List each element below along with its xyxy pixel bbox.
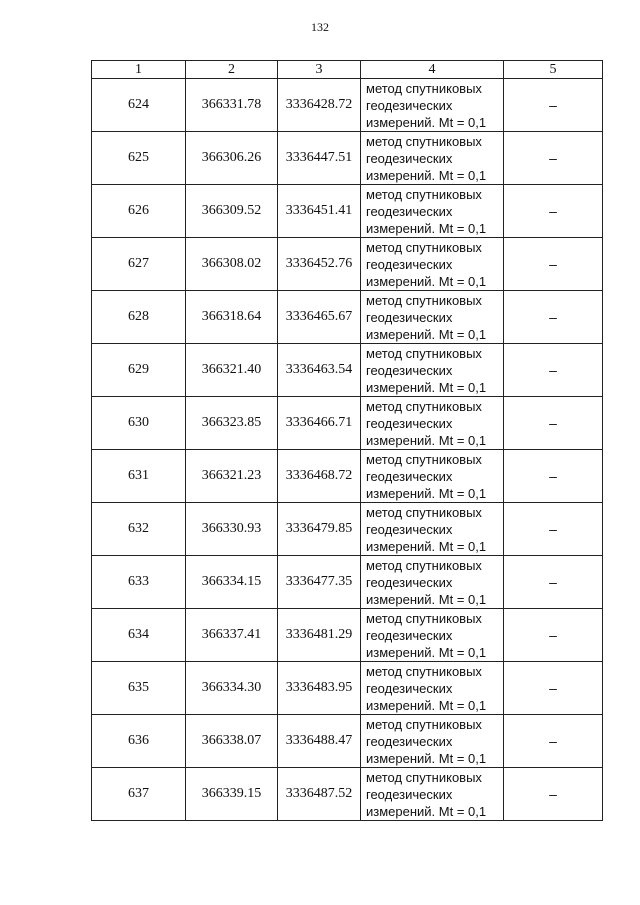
note-cell: – — [504, 715, 603, 768]
x-coordinate-cell: 366321.40 — [186, 344, 278, 397]
method-cell — [361, 291, 504, 344]
note-cell: – — [504, 79, 603, 132]
note-cell: – — [504, 609, 603, 662]
note-cell: – — [504, 662, 603, 715]
point-number-cell: 631 — [92, 450, 186, 503]
note-cell: – — [504, 556, 603, 609]
coordinates-table — [91, 60, 603, 821]
header-col-2: 2 — [186, 61, 278, 79]
header-col-4: 4 — [361, 61, 504, 79]
point-number-cell: 629 — [92, 344, 186, 397]
method-line: метод спутниковых — [366, 186, 482, 202]
method-line: геодезических — [366, 574, 453, 590]
method-line: метод спутниковых — [366, 769, 482, 785]
method-line: измерений. Mt = 0,1 — [366, 803, 487, 819]
method-line: измерений. Mt = 0,1 — [366, 591, 487, 607]
method-line: геодезических — [366, 203, 453, 219]
point-number-cell: 624 — [92, 79, 186, 132]
table-row — [92, 79, 603, 132]
y-coordinate-cell: 3336479.85 — [278, 503, 361, 556]
y-coordinate-cell: 3336481.29 — [278, 609, 361, 662]
table-row — [92, 185, 603, 238]
y-coordinate-cell: 3336483.95 — [278, 662, 361, 715]
method-cell — [361, 768, 504, 821]
method-line: геодезических — [366, 362, 453, 378]
y-coordinate-cell: 3336428.72 — [278, 79, 361, 132]
page-number: 132 — [311, 20, 329, 34]
method-line: геодезических — [366, 415, 453, 431]
x-coordinate-cell: 366339.15 — [186, 768, 278, 821]
table-row — [92, 397, 603, 450]
y-coordinate-cell: 3336487.52 — [278, 768, 361, 821]
y-coordinate-cell: 3336477.35 — [278, 556, 361, 609]
method-line: геодезических — [366, 150, 453, 166]
header-col-5: 5 — [504, 61, 603, 79]
x-coordinate-cell: 366318.64 — [186, 291, 278, 344]
method-line: измерений. Mt = 0,1 — [366, 697, 487, 713]
note-cell: – — [504, 185, 603, 238]
method-line: метод спутниковых — [366, 133, 482, 149]
note-cell: – — [504, 132, 603, 185]
method-line: метод спутниковых — [366, 716, 482, 732]
method-line: геодезических — [366, 733, 453, 749]
method-cell — [361, 662, 504, 715]
y-coordinate-cell: 3336447.51 — [278, 132, 361, 185]
y-coordinate-cell: 3336466.71 — [278, 397, 361, 450]
y-coordinate-cell: 3336468.72 — [278, 450, 361, 503]
method-line: метод спутниковых — [366, 398, 482, 414]
method-cell — [361, 609, 504, 662]
point-number-cell: 630 — [92, 397, 186, 450]
header-col-3: 3 — [278, 61, 361, 79]
method-line: измерений. Mt = 0,1 — [366, 220, 487, 236]
x-coordinate-cell: 366323.85 — [186, 397, 278, 450]
method-line: метод спутниковых — [366, 451, 482, 467]
method-cell — [361, 503, 504, 556]
point-number-cell: 628 — [92, 291, 186, 344]
method-line: метод спутниковых — [366, 292, 482, 308]
method-line: метод спутниковых — [366, 504, 482, 520]
method-line: геодезических — [366, 309, 453, 325]
method-line: измерений. Mt = 0,1 — [366, 167, 487, 183]
method-line: измерений. Mt = 0,1 — [366, 750, 487, 766]
point-number-cell: 632 — [92, 503, 186, 556]
method-cell — [361, 344, 504, 397]
note-cell: – — [504, 397, 603, 450]
note-cell: – — [504, 768, 603, 821]
point-number-cell: 635 — [92, 662, 186, 715]
method-line: метод спутниковых — [366, 557, 482, 573]
table-row — [92, 132, 603, 185]
method-line: геодезических — [366, 627, 453, 643]
table-row — [92, 768, 603, 821]
x-coordinate-cell: 366330.93 — [186, 503, 278, 556]
x-coordinate-cell: 366334.15 — [186, 556, 278, 609]
x-coordinate-cell: 366308.02 — [186, 238, 278, 291]
method-line: измерений. Mt = 0,1 — [366, 379, 487, 395]
method-line: метод спутниковых — [366, 345, 482, 361]
method-line: геодезических — [366, 680, 453, 696]
x-coordinate-cell: 366334.30 — [186, 662, 278, 715]
method-line: геодезических — [366, 97, 453, 113]
x-coordinate-cell: 366337.41 — [186, 609, 278, 662]
note-cell: – — [504, 291, 603, 344]
method-line: метод спутниковых — [366, 239, 482, 255]
method-cell — [361, 238, 504, 291]
method-line: измерений. Mt = 0,1 — [366, 485, 487, 501]
x-coordinate-cell: 366331.78 — [186, 79, 278, 132]
method-line: геодезических — [366, 256, 453, 272]
point-number-cell: 633 — [92, 556, 186, 609]
header-col-1: 1 — [92, 61, 186, 79]
point-number-cell: 625 — [92, 132, 186, 185]
method-line: геодезических — [366, 468, 453, 484]
x-coordinate-cell: 366321.23 — [186, 450, 278, 503]
table-body — [92, 79, 603, 821]
y-coordinate-cell: 3336451.41 — [278, 185, 361, 238]
point-number-cell: 626 — [92, 185, 186, 238]
table-header — [92, 61, 603, 79]
method-line: измерений. Mt = 0,1 — [366, 326, 487, 342]
note-cell: – — [504, 450, 603, 503]
method-cell — [361, 450, 504, 503]
x-coordinate-cell: 366309.52 — [186, 185, 278, 238]
method-line: метод спутниковых — [366, 80, 482, 96]
point-number-cell: 634 — [92, 609, 186, 662]
table-row — [92, 609, 603, 662]
note-cell: – — [504, 344, 603, 397]
y-coordinate-cell: 3336465.67 — [278, 291, 361, 344]
method-cell — [361, 556, 504, 609]
table-row — [92, 238, 603, 291]
method-line: геодезических — [366, 521, 453, 537]
method-line: измерений. Mt = 0,1 — [366, 432, 487, 448]
table-row — [92, 556, 603, 609]
x-coordinate-cell: 366306.26 — [186, 132, 278, 185]
table-row — [92, 450, 603, 503]
table-row — [92, 662, 603, 715]
y-coordinate-cell: 3336488.47 — [278, 715, 361, 768]
x-coordinate-cell: 366338.07 — [186, 715, 278, 768]
point-number-cell: 627 — [92, 238, 186, 291]
note-cell: – — [504, 238, 603, 291]
table-row — [92, 291, 603, 344]
method-cell — [361, 132, 504, 185]
table-row — [92, 503, 603, 556]
method-cell — [361, 397, 504, 450]
method-line: измерений. Mt = 0,1 — [366, 273, 487, 289]
table-row — [92, 715, 603, 768]
y-coordinate-cell: 3336452.76 — [278, 238, 361, 291]
note-cell: – — [504, 503, 603, 556]
point-number-cell: 636 — [92, 715, 186, 768]
y-coordinate-cell: 3336463.54 — [278, 344, 361, 397]
header-row — [92, 61, 603, 79]
method-cell — [361, 715, 504, 768]
method-line: геодезических — [366, 786, 453, 802]
table-row — [92, 344, 603, 397]
method-line: метод спутниковых — [366, 663, 482, 679]
method-line: измерений. Mt = 0,1 — [366, 644, 487, 660]
point-number-cell: 637 — [92, 768, 186, 821]
method-line: измерений. Mt = 0,1 — [366, 114, 487, 130]
method-line: метод спутниковых — [366, 610, 482, 626]
method-line: измерений. Mt = 0,1 — [366, 538, 487, 554]
method-cell — [361, 185, 504, 238]
method-cell — [361, 79, 504, 132]
